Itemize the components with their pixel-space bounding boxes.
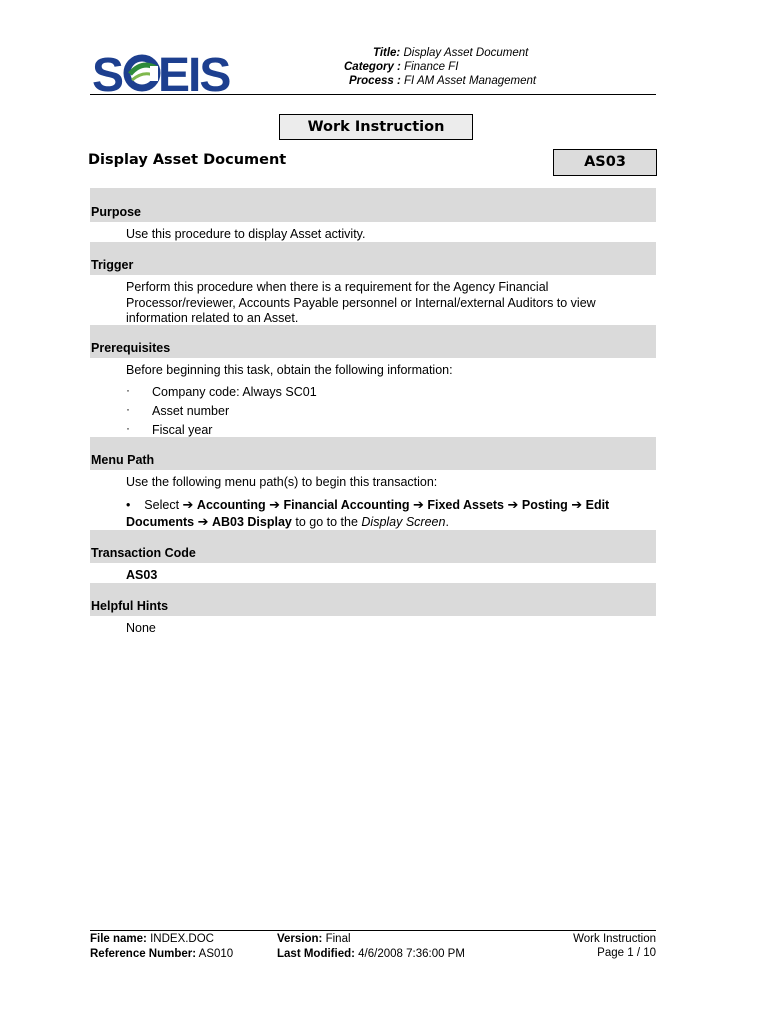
file-name-label: File name: [90,933,147,945]
logo-swirl-icon [127,58,158,88]
menu-step: Financial Accounting [283,498,410,512]
section-heading-purpose: Purpose [91,205,142,219]
menu-step: Documents [126,515,195,529]
title-value: Display Asset Document [403,47,529,59]
title-label: Title: [373,47,401,59]
menu-step: Fixed Assets [427,498,505,512]
prerequisite-item: Asset number [152,404,230,418]
bullet-icon: · [126,421,130,435]
section-band-transaction-code [90,530,656,563]
arrow-right-icon: ➔ [412,498,424,513]
prerequisite-item: Fiscal year [152,423,213,437]
footer-version [277,932,351,946]
prerequisites-intro: Before beginning this task, obtain the following information: [126,363,453,377]
footer-rule [90,930,656,931]
bullet-icon: • [126,498,131,512]
section-band-trigger [90,242,656,275]
footer-page-number: Page 1 / 10 [597,947,656,959]
trigger-line: Perform this procedure when there is a requirement for the Agency Financial [126,280,549,294]
reference-number-label: Reference Number: [90,948,197,960]
page-title: Display Asset Document [88,152,287,168]
section-band-purpose [90,188,656,222]
section-band-helpful-hints [90,583,656,616]
category-value: Finance FI [404,61,459,73]
section-heading-menu-path: Menu Path [91,453,155,467]
category-label: Category : [344,61,401,73]
menu-step: Posting [521,498,568,512]
version-value: Final [325,933,351,945]
footer-reference-number [90,947,233,961]
arrow-right-icon: ➔ [571,498,583,513]
arrow-right-icon: ➔ [269,498,281,513]
menu-path-intro: Use the following menu path(s) to begin this transaction: [126,475,438,489]
section-heading-trigger: Trigger [91,258,134,272]
section-heading-prerequisites: Prerequisites [91,341,171,355]
process-label: Process : [349,75,401,87]
section-heading-helpful-hints: Helpful Hints [91,599,169,613]
last-modified-value: 4/6/2008 7:36:00 PM [358,948,465,960]
arrow-right-icon: ➔ [197,515,209,530]
section-band-menu-path [90,437,656,470]
footer-file-name [90,932,214,946]
trigger-text [126,280,656,327]
last-modified-label: Last Modified: [277,948,355,960]
transaction-code-box: AS03 [553,149,657,176]
version-label: Version: [277,933,323,945]
period-text: . [445,515,449,529]
purpose-text: Use this procedure to display Asset activity. [126,227,366,241]
trigger-line: information related to an Asset. [126,311,299,325]
footer-doc-type: Work Instruction [573,933,656,945]
process-value: FI AM Asset Management [403,75,537,87]
work-instruction-box: Work Instruction [279,114,473,140]
bullet-icon: · [126,402,130,416]
sceis-logo [92,50,252,96]
trigger-line: Processor/reviewer, Accounts Payable personnel or Internal/external Auditors to view [126,295,596,310]
footer-last-modified [277,947,465,961]
menu-path-steps [126,497,656,531]
prerequisite-item: Company code: Always SC01 [152,385,317,399]
header-rule [90,94,656,95]
arrow-right-icon: ➔ [182,498,194,513]
reference-number-value: AS010 [198,948,234,960]
transaction-code-value: AS03 [126,568,158,582]
menu-step: Edit [585,498,610,512]
menu-step: AB03 Display [211,515,292,529]
section-heading-transaction-code: Transaction Code [91,546,196,560]
file-name-value: INDEX.DOC [150,933,214,945]
menu-path-suffix: to go to the [295,515,358,529]
section-band-prerequisites [90,325,656,358]
svg-text:S: S [92,50,123,96]
arrow-right-icon: ➔ [507,498,519,513]
helpful-hints-text: None [126,621,156,635]
menu-step: Accounting [196,498,266,512]
select-text: Select [144,498,180,512]
svg-text:EIS: EIS [158,50,230,96]
bullet-icon: · [126,383,130,397]
display-screen-text: Display Screen [361,515,446,529]
